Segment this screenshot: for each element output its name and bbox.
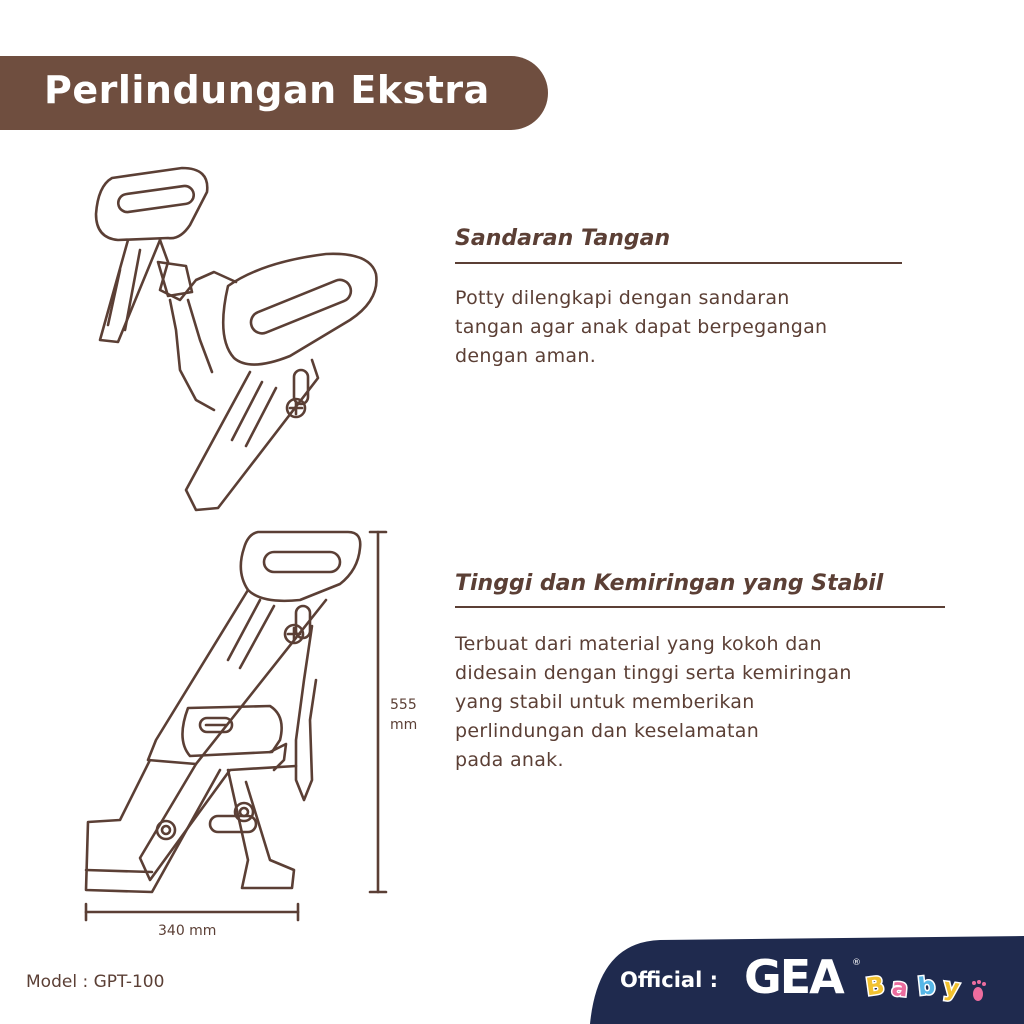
feature-heading-stability: Tinggi dan Kemiringan yang Stabil bbox=[455, 571, 884, 596]
side-view-illustration bbox=[86, 532, 360, 892]
description-line: perlindungan dan keselamatan bbox=[455, 720, 760, 742]
width-label: 340 mm bbox=[158, 923, 217, 939]
description-line: dengan aman. bbox=[455, 345, 597, 367]
gea-logo: GEA bbox=[744, 950, 843, 1004]
description-line: yang stabil untuk memberikan bbox=[455, 691, 755, 713]
feature-description-stability bbox=[455, 630, 852, 775]
registered-mark: ® bbox=[852, 958, 861, 968]
description-line: pada anak. bbox=[455, 749, 564, 771]
baby-logo bbox=[862, 964, 1002, 1008]
page-title: Perlindungan Ekstra bbox=[44, 68, 490, 112]
description-line: didesain dengan tinggi serta kemiringan bbox=[455, 662, 852, 684]
height-value-label: 555 bbox=[390, 697, 417, 713]
feature-description-armrest bbox=[455, 284, 827, 371]
description-line: Terbuat dari material yang kokoh dan bbox=[455, 633, 822, 655]
description-line: tangan agar anak dapat berpegangan bbox=[455, 316, 828, 338]
svg-text:B: B bbox=[864, 970, 887, 1002]
model-label: Model : GPT-100 bbox=[26, 972, 165, 992]
svg-text:a: a bbox=[890, 973, 910, 1003]
official-label: Official : bbox=[620, 968, 718, 992]
height-dimension-line bbox=[370, 532, 386, 892]
svg-text:b: b bbox=[916, 971, 937, 1001]
width-dimension-line bbox=[86, 904, 298, 920]
armrest-illustration bbox=[96, 168, 376, 510]
feature-heading-armrest: Sandaran Tangan bbox=[455, 226, 671, 251]
height-unit-label: mm bbox=[390, 717, 418, 733]
description-line: Potty dilengkapi dengan sandaran bbox=[455, 287, 790, 309]
feature-divider bbox=[455, 606, 945, 608]
feature-divider bbox=[455, 262, 902, 264]
svg-text:y: y bbox=[941, 972, 962, 1003]
